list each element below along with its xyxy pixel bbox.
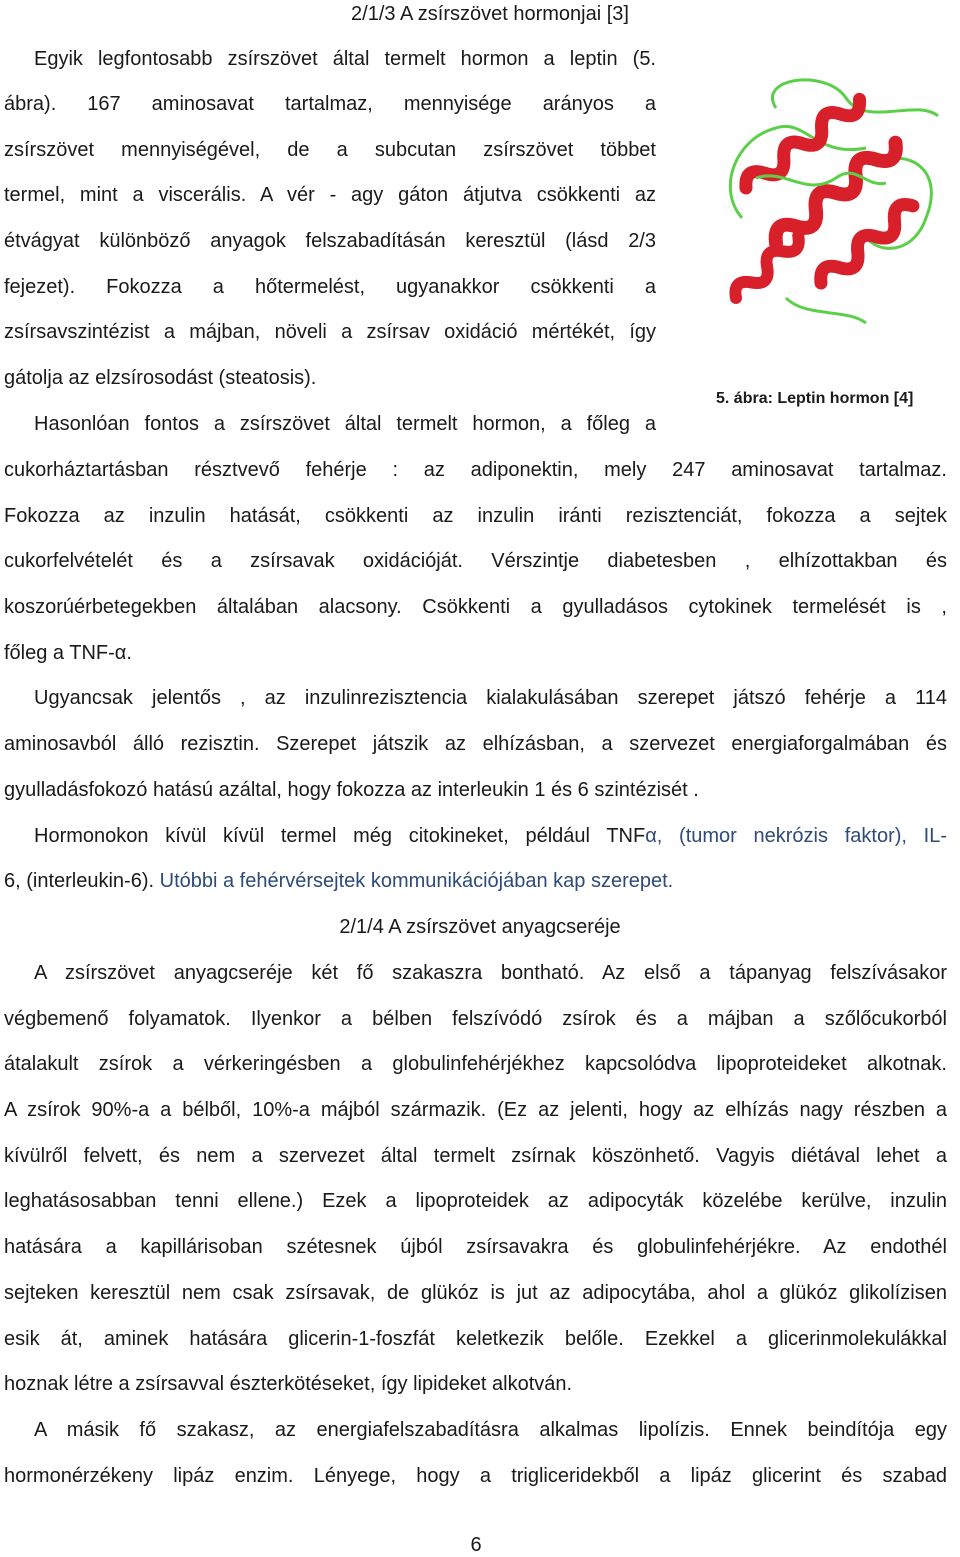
page-number: 6 (470, 1534, 482, 1556)
text-line: ábra). 167 aminosavat tartalmaz, mennyisége arányos a (4, 93, 656, 115)
text-line: cukorháztartásban résztvevő fehérje : az adiponektin, mely 247 aminosavat tartalmaz. (4, 459, 947, 481)
text-line: aminosavból álló rezisztin. Szerepet játszik az elhízásban, a szervezet energiaforgalmában és (4, 733, 947, 755)
text-line: gátolja az elzsírosodást (steatosis). (4, 367, 317, 389)
text-line (4, 869, 673, 893)
text-line: zsírsavszintézist a májban, növeli a zsírsav oxidáció mértékét, így (4, 321, 656, 343)
text-line: A zsírok 90%-a a bélből, 10%-a májból származik. (Ez az jelenti, hogy az elhízás nagy részben a (4, 1099, 947, 1121)
text-line: sejteken keresztül nem csak zsírsavak, de glükóz is jut az adipocytába, ahol a glükóz glikolízisen (4, 1282, 947, 1304)
text-line: főleg a TNF-α. (4, 642, 132, 664)
text-line: hatására a kapillárisoban szétesnek újból zsírsavakra és globulinfehérjékre. Az endothél (4, 1236, 947, 1258)
text-line: esik át, aminek hatására glicerin-1-foszfát keletkezik belőle. Ezekkel a glicerinmolekulákkal (4, 1328, 947, 1350)
text-span-blue: α, (tumor nekrózis faktor), IL- (645, 825, 947, 847)
text-line: termel, mint a viscerális. A vér - agy gáton átjutva csökkenti az (4, 184, 656, 206)
text-line: Fokozza az inzulin hatását, csökkenti az inzulin iránti rezisztenciát, fokozza a sejtek (4, 505, 947, 527)
text-line (4, 824, 947, 848)
section-heading-hormones: 2/1/3 A zsírszövet hormonjai [3] (351, 3, 629, 25)
text-line: fejezet). Fokozza a hőtermelést, ugyanakkor csökkenti a (4, 276, 656, 298)
text-line: Hasonlóan fontos a zsírszövet által termelt hormon, a főleg a (34, 413, 656, 435)
text-span-blue: Utóbbi a fehérvérsejtek kommunikációjában kap szerepet. (154, 870, 674, 892)
text-line: étvágyat különböző anyagok felszabadításán keresztül (lásd 2/3 (4, 230, 656, 252)
leptin-figure (716, 68, 956, 348)
section-heading-metabolism: 2/1/4 A zsírszövet anyagcseréje (339, 916, 621, 938)
helix (740, 92, 865, 195)
text-line: leghatásosabban tenni ellene.) Ezek a lipoproteidek az adipocyták közelébe kerülve, inzulin (4, 1190, 947, 1212)
text-line: hoznak létre a zsírsavval észterkötéseket, így lipideket alkotván. (4, 1373, 573, 1395)
loop-strand (786, 298, 866, 323)
leptin-ribbon-image (716, 68, 956, 348)
text-line: koszorúérbetegekben általában alacsony. Csökkenti a gyulladásos cytokinek termelését is , (4, 596, 947, 618)
text-line: Ugyancsak jelentős , az inzulinrezisztencia kialakulásában szerepet játszó fehérje a 114 (34, 687, 947, 709)
text-line: végbemenő folyamatok. Ilyenkor a bélben felszívódó zsírok és a májban a szőlőcukorból (4, 1008, 947, 1030)
figure-caption: 5. ábra: Leptin hormon [4] (716, 390, 914, 407)
text-line: kívülről felvett, és nem a szervezet által termelt zsírnak köszönhető. Vagyis diétával lehet a (4, 1145, 947, 1167)
text-line: hormonérzékeny lipáz enzim. Lényege, hogy a trigliceridekből a lipáz glicerint és szabad (4, 1465, 947, 1487)
text-line: cukorfelvételét és a zsírsavak oxidációját. Vérszintje diabetesben , elhízottakban és (4, 550, 947, 572)
text-line: átalakult zsírok a vérkeringésben a globulinfehérjékhez kapcsolódva lipoproteideket alkotnak. (4, 1053, 947, 1075)
text-span: Hormonokon kívül kívül termel még citokineket, például TNF (34, 825, 646, 847)
helix (730, 230, 804, 304)
text-line: Egyik legfontosabb zsírszövet által termelt hormon a leptin (5. (34, 48, 656, 70)
text-line: zsírszövet mennyiségével, de a subcutan zsírszövet többet (4, 139, 656, 161)
text-line: A zsírszövet anyagcseréje két fő szakaszra bontható. Az első a tápanyag felszívásakor (34, 962, 947, 984)
text-span: 6, (interleukin-6). (4, 870, 155, 892)
text-line: A másik fő szakasz, az energiafelszabadításra alkalmas lipolízis. Ennek beindítója egy (34, 1419, 947, 1441)
text-line: gyulladásfokozó hatású azáltal, hogy fokozza az interleukin 1 és 6 szintézisét . (4, 779, 699, 801)
